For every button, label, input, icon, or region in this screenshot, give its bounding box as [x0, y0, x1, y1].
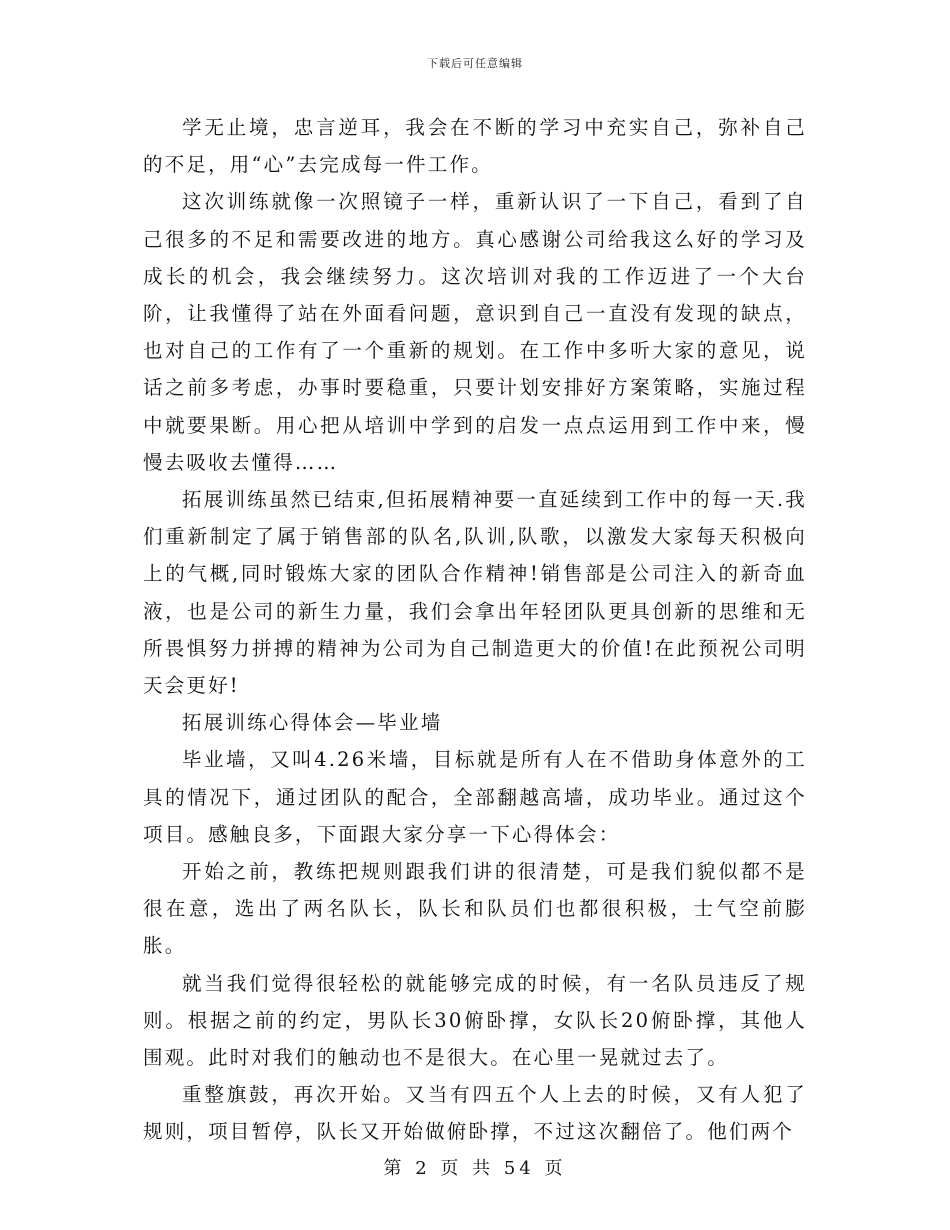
section-heading: 拓展训练心得体会—毕业墙	[182, 711, 443, 735]
page-number-footer: 第 2 页 共 54 页	[383, 1158, 567, 1179]
paragraph: 毕业墙，又叫4.26米墙，目标就是所有人在不借助身体意外的工具的情况下，通过团队的配合，全部翻越高墙，成功毕业。通过这个项目。感触良多，下面跟大家分享一下心得体会：	[143, 748, 807, 846]
paragraph: 这次训练就像一次照镜子一样，重新认识了一下自己，看到了自己很多的不足和需要改进的地方。真心感谢公司给我这么好的学习及成长的机会，我会继续努力。这次培训对我的工作迈进了一个大台阶，让我懂得了站在外面看问题，意识到自己一直没有发现的缺点，也对自己的工作有了一个重新的规划。在工作中多听大家的意见，说话之前多考虑，办事时要稳重，只要计划安排好方案策略，实施过程中就要果断。用心把从培训中学到的启发一点点运用到工作中来，慢慢去吸收去懂得……	[143, 190, 807, 474]
paragraph: 拓展训练虽然已结束,但拓展精神要一直延续到工作中的每一天.我们重新制定了属于销售部的队名,队训,队歌，以激发大家每天积极向上的气概,同时锻炼大家的团队合作精神!销售部是公司注入的新奇血液，也是公司的新生力量，我们会拿出年轻团队更具创新的思维和无所畏惧努力拼搏的精神为公司为自己制造更大的价值!在此预祝公司明天会更好!	[143, 488, 807, 698]
paragraph: 重整旗鼓，再次开始。又当有四五个人上去的时候，又有人犯了规则，项目暂停，队长又开始做俯卧撑，不过这次翻倍了。他们两个	[143, 1083, 807, 1144]
paragraph: 学无止境，忠言逆耳，我会在不断的学习中充实自己，弥补自己的不足，用“心”去完成每一件工作。	[143, 116, 807, 177]
page-header: 下载后可任意编辑	[427, 57, 523, 70]
paragraph: 就当我们觉得很轻松的就能够完成的时候，有一名队员违反了规则。根据之前的约定，男队长30俯卧撑，女队长20俯卧撑，其他人围观。此时对我们的触动也不是很大。在心里一晃就过去了。	[143, 971, 807, 1070]
paragraph: 开始之前，教练把规则跟我们讲的很清楚，可是我们貌似都不是很在意，选出了两名队长，队长和队员们也都很积极，士气空前膨胀。	[143, 860, 807, 958]
document-body	[143, 109, 807, 1151]
